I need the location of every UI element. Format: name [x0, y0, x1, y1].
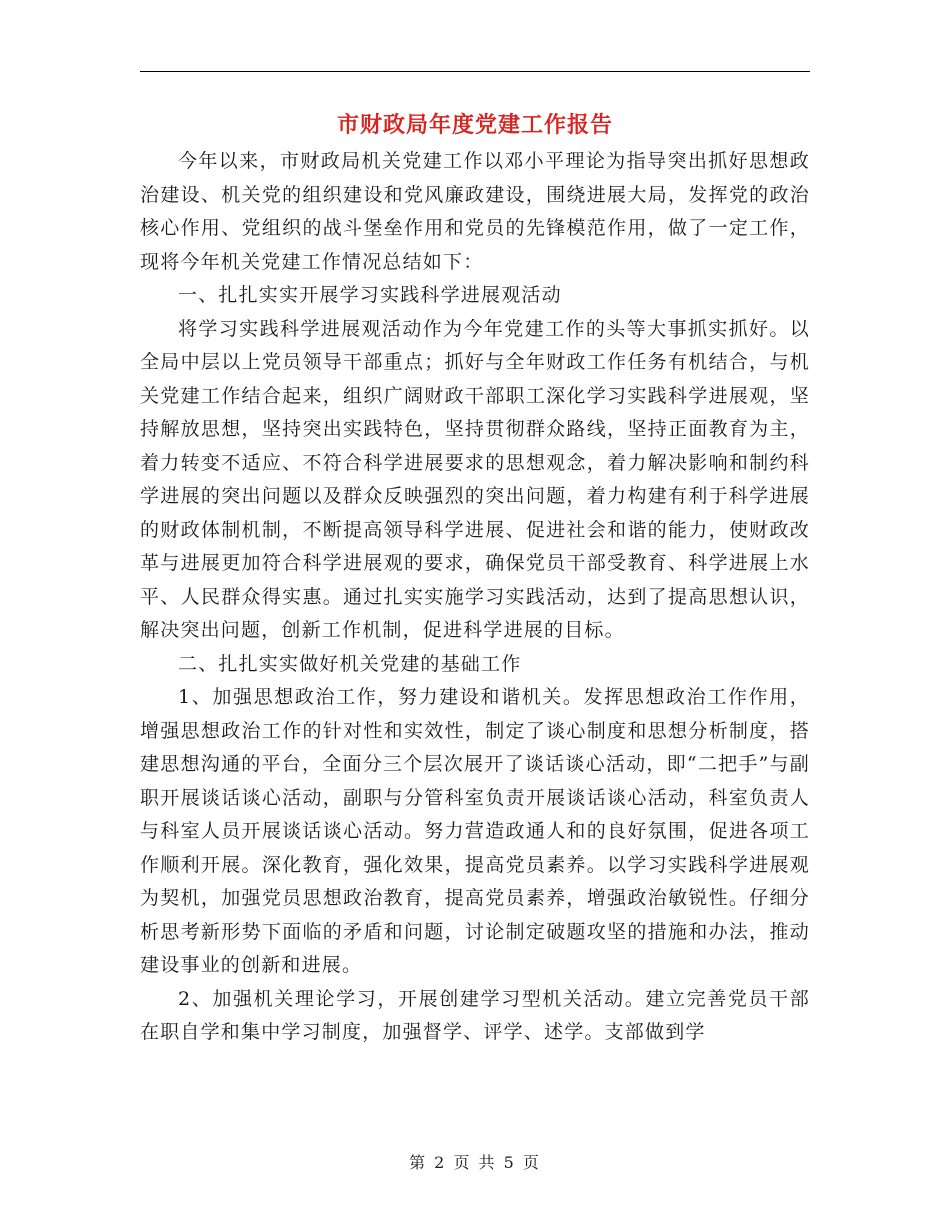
document-body [140, 145, 810, 1050]
section-1-paragraph: 将学习实践科学进展观活动作为今年党建工作的头等大事抓实抓好。以全局中层以上党员领导干部重点；抓好与全年财政工作任务有机结合，与机关党建工作结合起来，组织广阔财政干部职工深化学习实践科学进展观，坚持解放思想，坚持突出实践特色，坚持贯彻群众路线，坚持正面教育为主，着力转变不适应、不符合科学进展要求的思想观念，着力解决影响和制约科学进展的突出问题以及群众反映强烈的突出问题，着力构建有利于科学进展的财政体制机制，不断提高领导科学进展、促进社会和谐的能力，使财政改革与进展更加符合科学进展观的要求，确保党员干部受教育、科学进展上水平、人民群众得实惠。通过扎实实施学习实践活动，达到了提高思想认识，解决突出问题，创新工作机制，促进科学进展的目标。 [140, 317, 810, 641]
document-title: 市财政局年度党建工作报告 [336, 112, 613, 138]
section-2-item-2: 2、加强机关理论学习，开展创建学习型机关活动。建立完善党员干部在职自学和集中学习制度，加强督学、评学、述学。支部做到学 [140, 987, 810, 1043]
page-number: 第 2 页 共 5 页 [409, 1153, 541, 1172]
header-divider [140, 71, 810, 72]
section-heading-1: 一、扎扎实实开展学习实践科学进展观活动 [178, 284, 562, 306]
section-heading-2: 二、扎扎实实做好机关党建的基础工作 [178, 652, 522, 675]
intro-paragraph: 今年以来，市财政局机关党建工作以邓小平理论为指导突出抓好思想政治建设、机关党的组织建设和党风廉政建设，围绕进展大局，发挥党的政治核心作用、党组织的战斗堡垒作用和党员的先锋模范作用，做了一定工作，现将今年机关党建工作情况总结如下： [140, 150, 810, 273]
section-2-item-1: 1、加强思想政治工作，努力建设和谐机关。发挥思想政治工作作用，增强思想政治工作的针对性和实效性，制定了谈心制度和思想分析制度，搭建思想沟通的平台，全面分三个层次展开了谈话谈心活动，即“二把手”与副职开展谈话谈心活动，副职与分管科室负责开展谈话谈心活动，科室负责人与科室人员开展谈话谈心活动。努力营造政通人和的良好氛围，促进各项工作顺利开展。深化教育，强化效果，提高党员素养。以学习实践科学进展观为契机，加强党员思想政治教育，提高党员素养，增强政治敏锐性。仔细分析思考新形势下面临的矛盾和问题，讨论制定破题攻坚的措施和办法，推动建设事业的创新和进展。 [140, 686, 810, 976]
